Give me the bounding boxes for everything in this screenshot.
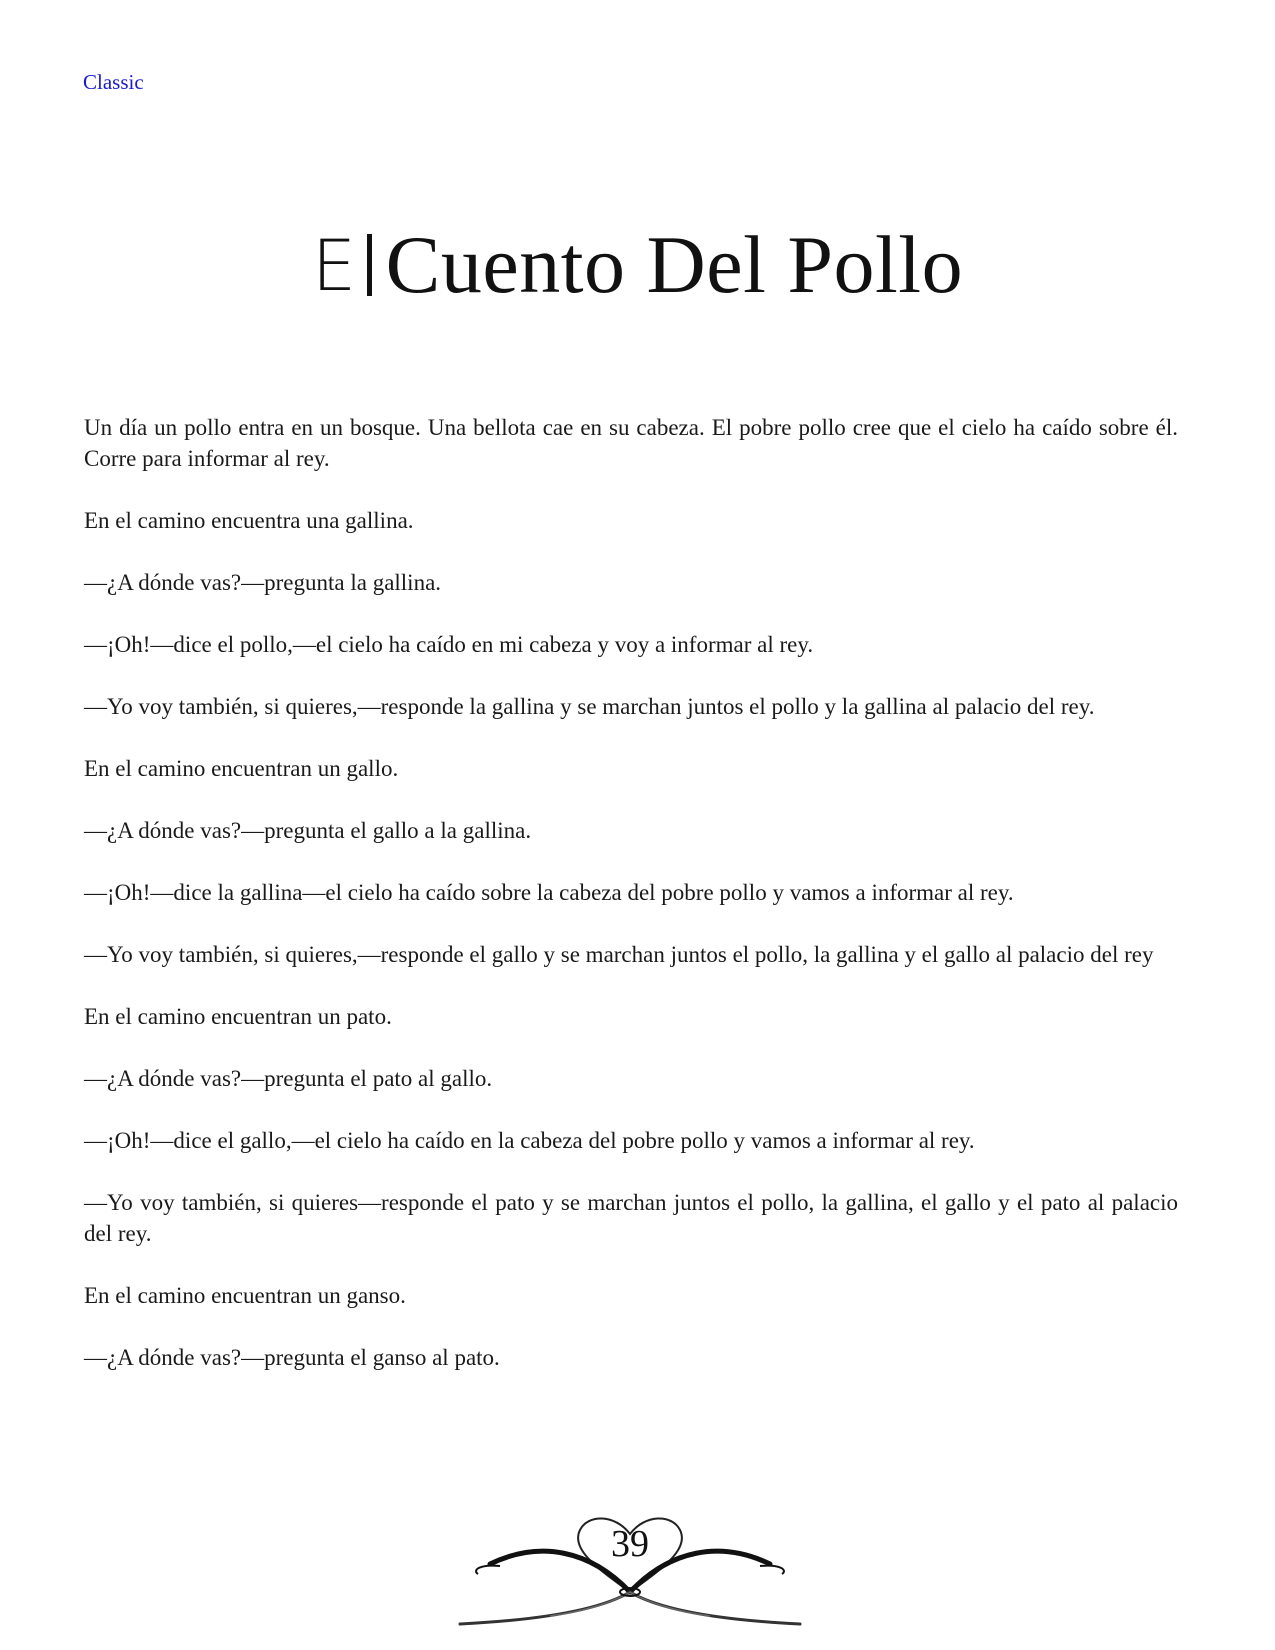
paragraph: —¿A dónde vas?—pregunta el gallo a la gallina. <box>84 818 532 843</box>
paragraph: —¡Oh!—dice la gallina—el cielo ha caído sobre la cabeza del pobre pollo y vamos a informar al rey. <box>84 880 1014 905</box>
page-footer <box>420 1500 840 1630</box>
paragraph: —Yo voy también, si quieres,—responde el gallo y se marchan juntos el pollo, la gallina y el gallo al palacio del rey <box>84 942 1154 967</box>
paragraph: En el camino encuentran un gallo. <box>84 756 399 781</box>
paragraph: —¿A dónde vas?—pregunta la gallina. <box>84 570 442 595</box>
title-first-letter: E <box>311 225 357 307</box>
paragraph: —¿A dónde vas?—pregunta el ganso al pato. <box>84 1345 500 1370</box>
paragraph: —¡Oh!—dice el gallo,—el cielo ha caído en la cabeza del pobre pollo y vamos a informar al rey. <box>84 1128 975 1153</box>
paragraph: En el camino encuentran un pato. <box>84 1004 392 1029</box>
header-label: Classic <box>83 70 144 94</box>
paragraph: Un día un pollo entra en un bosque. Una bellota cae en su cabeza. El pobre pollo cree que el cielo ha caído sobre él. Corre para informar al rey. <box>84 415 1178 471</box>
page-title <box>0 218 1275 312</box>
page-number: 39 <box>611 1523 649 1565</box>
paragraph: —¡Oh!—dice el pollo,—el cielo ha caído en mi cabeza y voy a informar al rey. <box>84 632 814 657</box>
paragraph: —Yo voy también, si quieres,—responde la gallina y se marchan juntos el pollo y la gallina al palacio del rey. <box>84 694 1095 719</box>
paragraph: —¿A dónde vas?—pregunta el pato al gallo. <box>84 1066 493 1091</box>
story-body <box>84 412 1178 1404</box>
title-divider <box>367 234 372 296</box>
paragraph: —Yo voy también, si quieres—responde el pato y se marchan juntos el pollo, la gallina, el gallo y el pato al palacio del rey. <box>84 1190 1178 1246</box>
paragraph: En el camino encuentra una gallina. <box>84 508 414 533</box>
title-text: Cuento Del Pollo <box>385 219 964 310</box>
paragraph: En el camino encuentran un ganso. <box>84 1283 406 1308</box>
